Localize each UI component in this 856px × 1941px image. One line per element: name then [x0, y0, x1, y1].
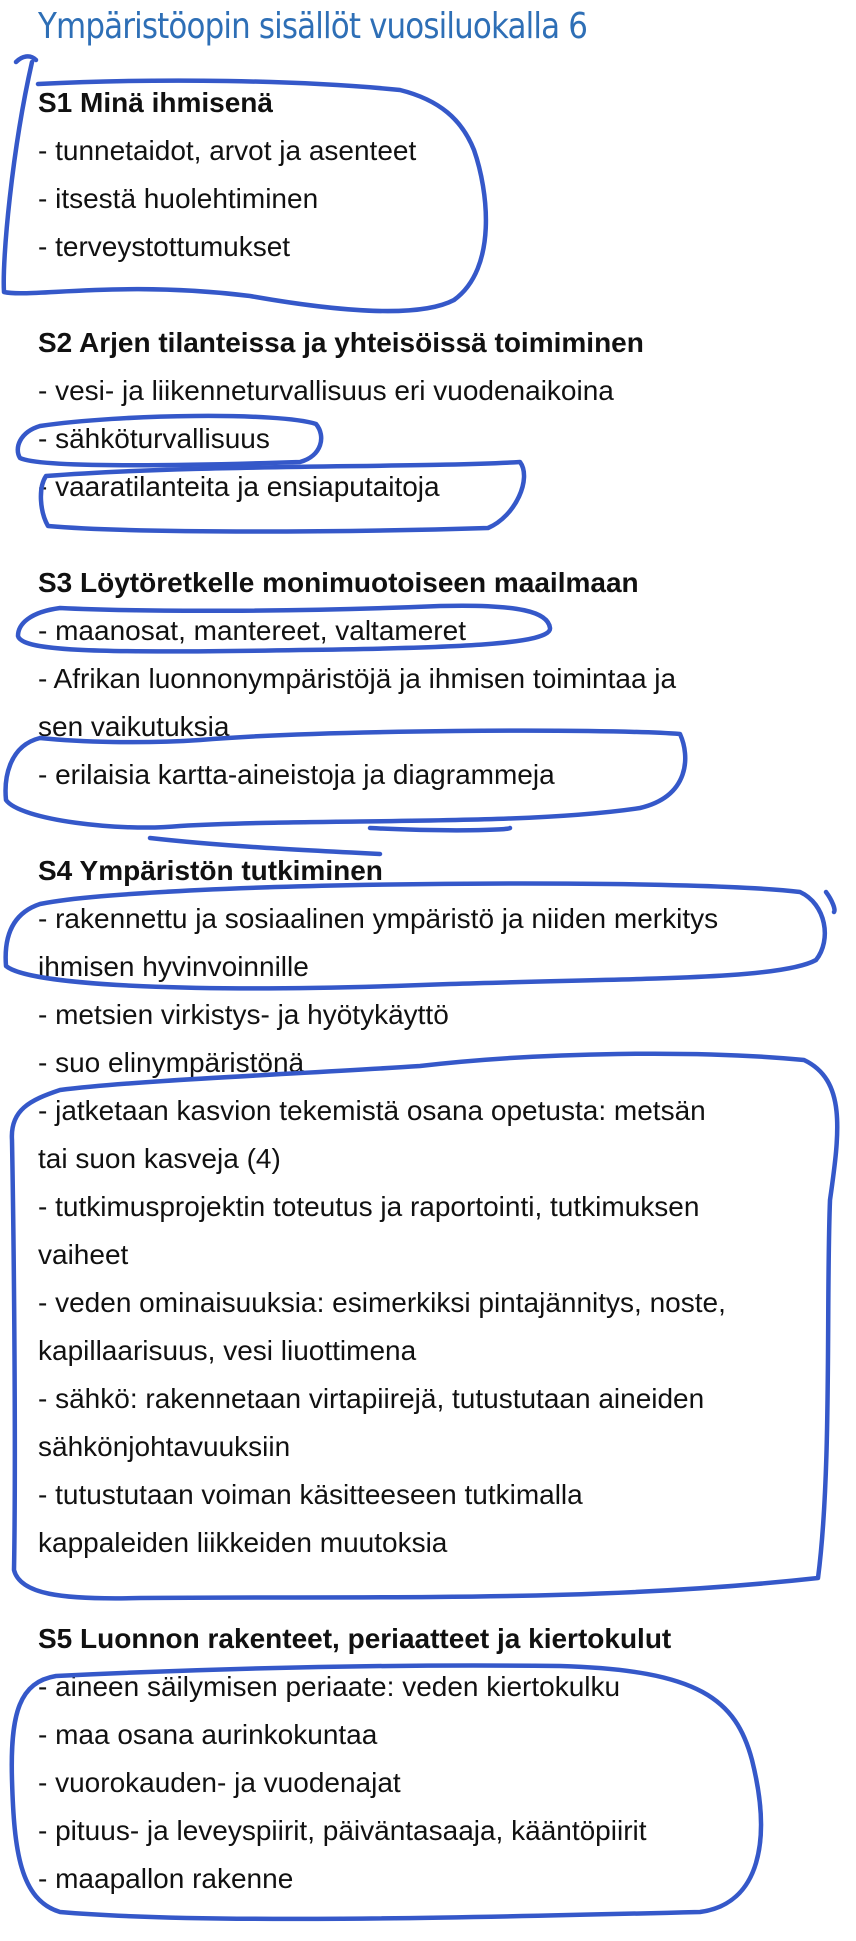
section-heading-s5: S5 Luonnon rakenteet, periaatteet ja kiertokulut: [38, 1623, 672, 1654]
list-item: - aineen säilymisen periaate: veden kiertokulku: [38, 1671, 621, 1702]
list-item: - sähköturvallisuus: [38, 423, 270, 454]
section-heading-s2: S2 Arjen tilanteissa ja yhteisöissä toimiminen: [38, 327, 644, 358]
list-item: - vesi- ja liikenneturvallisuus eri vuodenaikoina: [38, 375, 614, 406]
list-item: - tutkimusprojektin toteutus ja raportointi, tutkimuksen: [38, 1191, 700, 1222]
section-heading-s4: S4 Ympäristön tutkiminen: [38, 855, 383, 886]
list-item: - terveystottumukset: [38, 231, 291, 262]
annotation-circle-kartta: [6, 731, 686, 854]
section-heading-s3: S3 Löytöretkelle monimuotoiseen maailmaan: [38, 567, 639, 598]
annotation-circle-s4-block: [12, 1054, 837, 1599]
list-item: - maanosat, mantereet, valtameret: [38, 615, 466, 646]
list-item: tai suon kasveja (4): [38, 1143, 281, 1174]
list-item: - metsien virkistys- ja hyötykäyttö: [38, 999, 449, 1030]
list-item: kappaleiden liikkeiden muutoksia: [38, 1527, 448, 1558]
list-item: kapillaarisuus, vesi liuottimena: [38, 1335, 417, 1366]
list-item: - erilaisia kartta-aineistoja ja diagrammeja: [38, 759, 555, 790]
list-item: - rakennettu ja sosiaalinen ympäristö ja niiden merkitys: [38, 903, 719, 934]
list-item: - jatketaan kasvion tekemistä osana opetusta: metsän: [38, 1095, 706, 1126]
list-item: - Afrikan luonnonympäristöjä ja ihmisen toimintaa ja: [38, 663, 677, 694]
list-item: - sähkö: rakennetaan virtapiirejä, tutustutaan aineiden: [38, 1383, 705, 1414]
list-item: - vuorokauden- ja vuodenajat: [38, 1767, 401, 1798]
section-heading-s1: S1 Minä ihmisenä: [38, 87, 273, 118]
list-item: - itsestä huolehtiminen: [38, 183, 319, 214]
list-item: - maa osana aurinkokuntaa: [38, 1719, 378, 1750]
list-item: - vaaratilanteita ja ensiaputaitoja: [38, 471, 440, 502]
list-item: - tunnetaidot, arvot ja asenteet: [38, 135, 417, 166]
list-item: - veden ominaisuuksia: esimerkiksi pintajännitys, noste,: [38, 1287, 726, 1318]
list-item: sen vaikutuksia: [38, 711, 230, 742]
list-item: - maapallon rakenne: [38, 1863, 294, 1894]
list-item: - pituus- ja leveyspiirit, päiväntasaaja, kääntöpiirit: [38, 1815, 647, 1846]
page-title: Ympäristöopin sisällöt vuosiluokalla 6: [38, 6, 588, 47]
list-item: - suo elinympäristönä: [38, 1047, 305, 1078]
list-item: - tutustutaan voiman käsitteeseen tutkimalla: [38, 1479, 583, 1510]
list-item: ihmisen hyvinvoinnille: [38, 951, 309, 982]
list-item: vaiheet: [38, 1239, 129, 1270]
list-item: sähkönjohtavuuksiin: [38, 1431, 291, 1462]
